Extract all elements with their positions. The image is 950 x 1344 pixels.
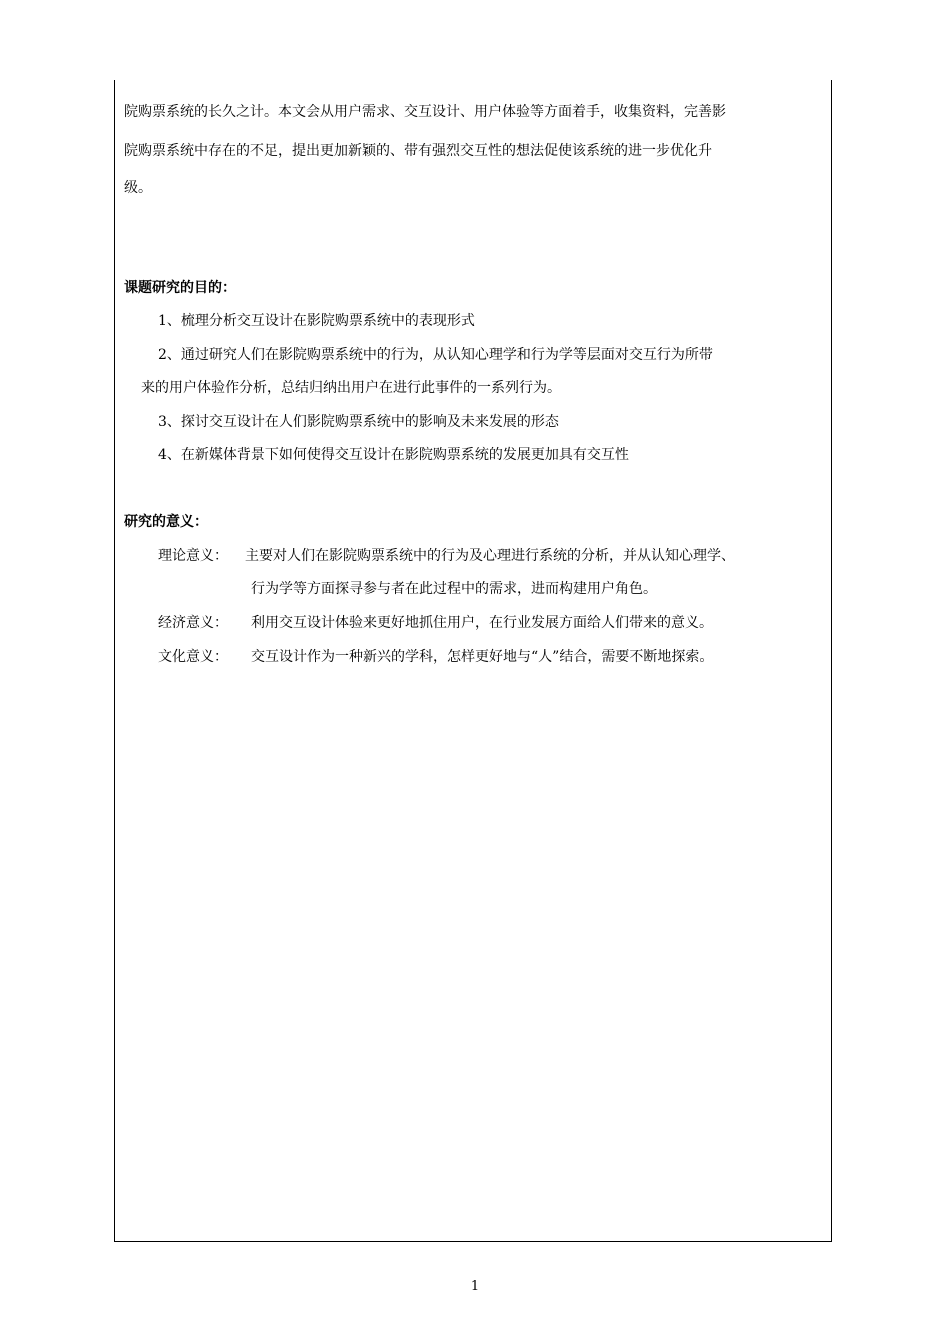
purpose-item-2: 2、通过研究人们在影院购票系统中的行为，从认知心理学和行为学等层面对交互行为所带 xyxy=(158,347,713,363)
intro-line-2: 院购票系统中存在的不足，提出更加新颖的、带有强烈交互性的想法促使该系统的进一步优化升 xyxy=(124,143,712,159)
theory-label: 理论意义： xyxy=(158,548,228,564)
theory-text-1: 主要对人们在影院购票系统中的行为及心理进行系统的分析，并从认知心理学、 xyxy=(245,548,735,564)
purpose-item-1: 1、梳理分析交互设计在影院购票系统中的表现形式 xyxy=(158,313,475,329)
purpose-item-3: 3、探讨交互设计在人们影院购票系统中的影响及未来发展的形态 xyxy=(158,414,559,430)
economy-label: 经济意义： xyxy=(158,615,228,631)
economy-text: 利用交互设计体验来更好地抓住用户，在行业发展方面给人们带来的意义。 xyxy=(251,615,713,631)
culture-label: 文化意义： xyxy=(158,649,228,665)
purpose-item-2-cont: 来的用户体验作分析，总结归纳出用户在进行此事件的一系列行为。 xyxy=(141,380,561,396)
purpose-heading: 课题研究的目的： xyxy=(124,280,236,296)
purpose-item-4: 4、在新媒体背景下如何使得交互设计在影院购票系统的发展更加具有交互性 xyxy=(158,447,629,463)
culture-text: 交互设计作为一种新兴的学科，怎样更好地与“人”结合，需要不断地探索。 xyxy=(251,649,714,665)
page-number: 1 xyxy=(470,1279,480,1294)
theory-text-2: 行为学等方面探寻参与者在此过程中的需求，进而构建用户角色。 xyxy=(251,581,657,597)
significance-heading: 研究的意义： xyxy=(124,514,208,530)
intro-line-3: 级。 xyxy=(124,180,152,196)
intro-line-1: 院购票系统的长久之计。本文会从用户需求、交互设计、用户体验等方面着手，收集资料，完善影 xyxy=(124,104,726,120)
